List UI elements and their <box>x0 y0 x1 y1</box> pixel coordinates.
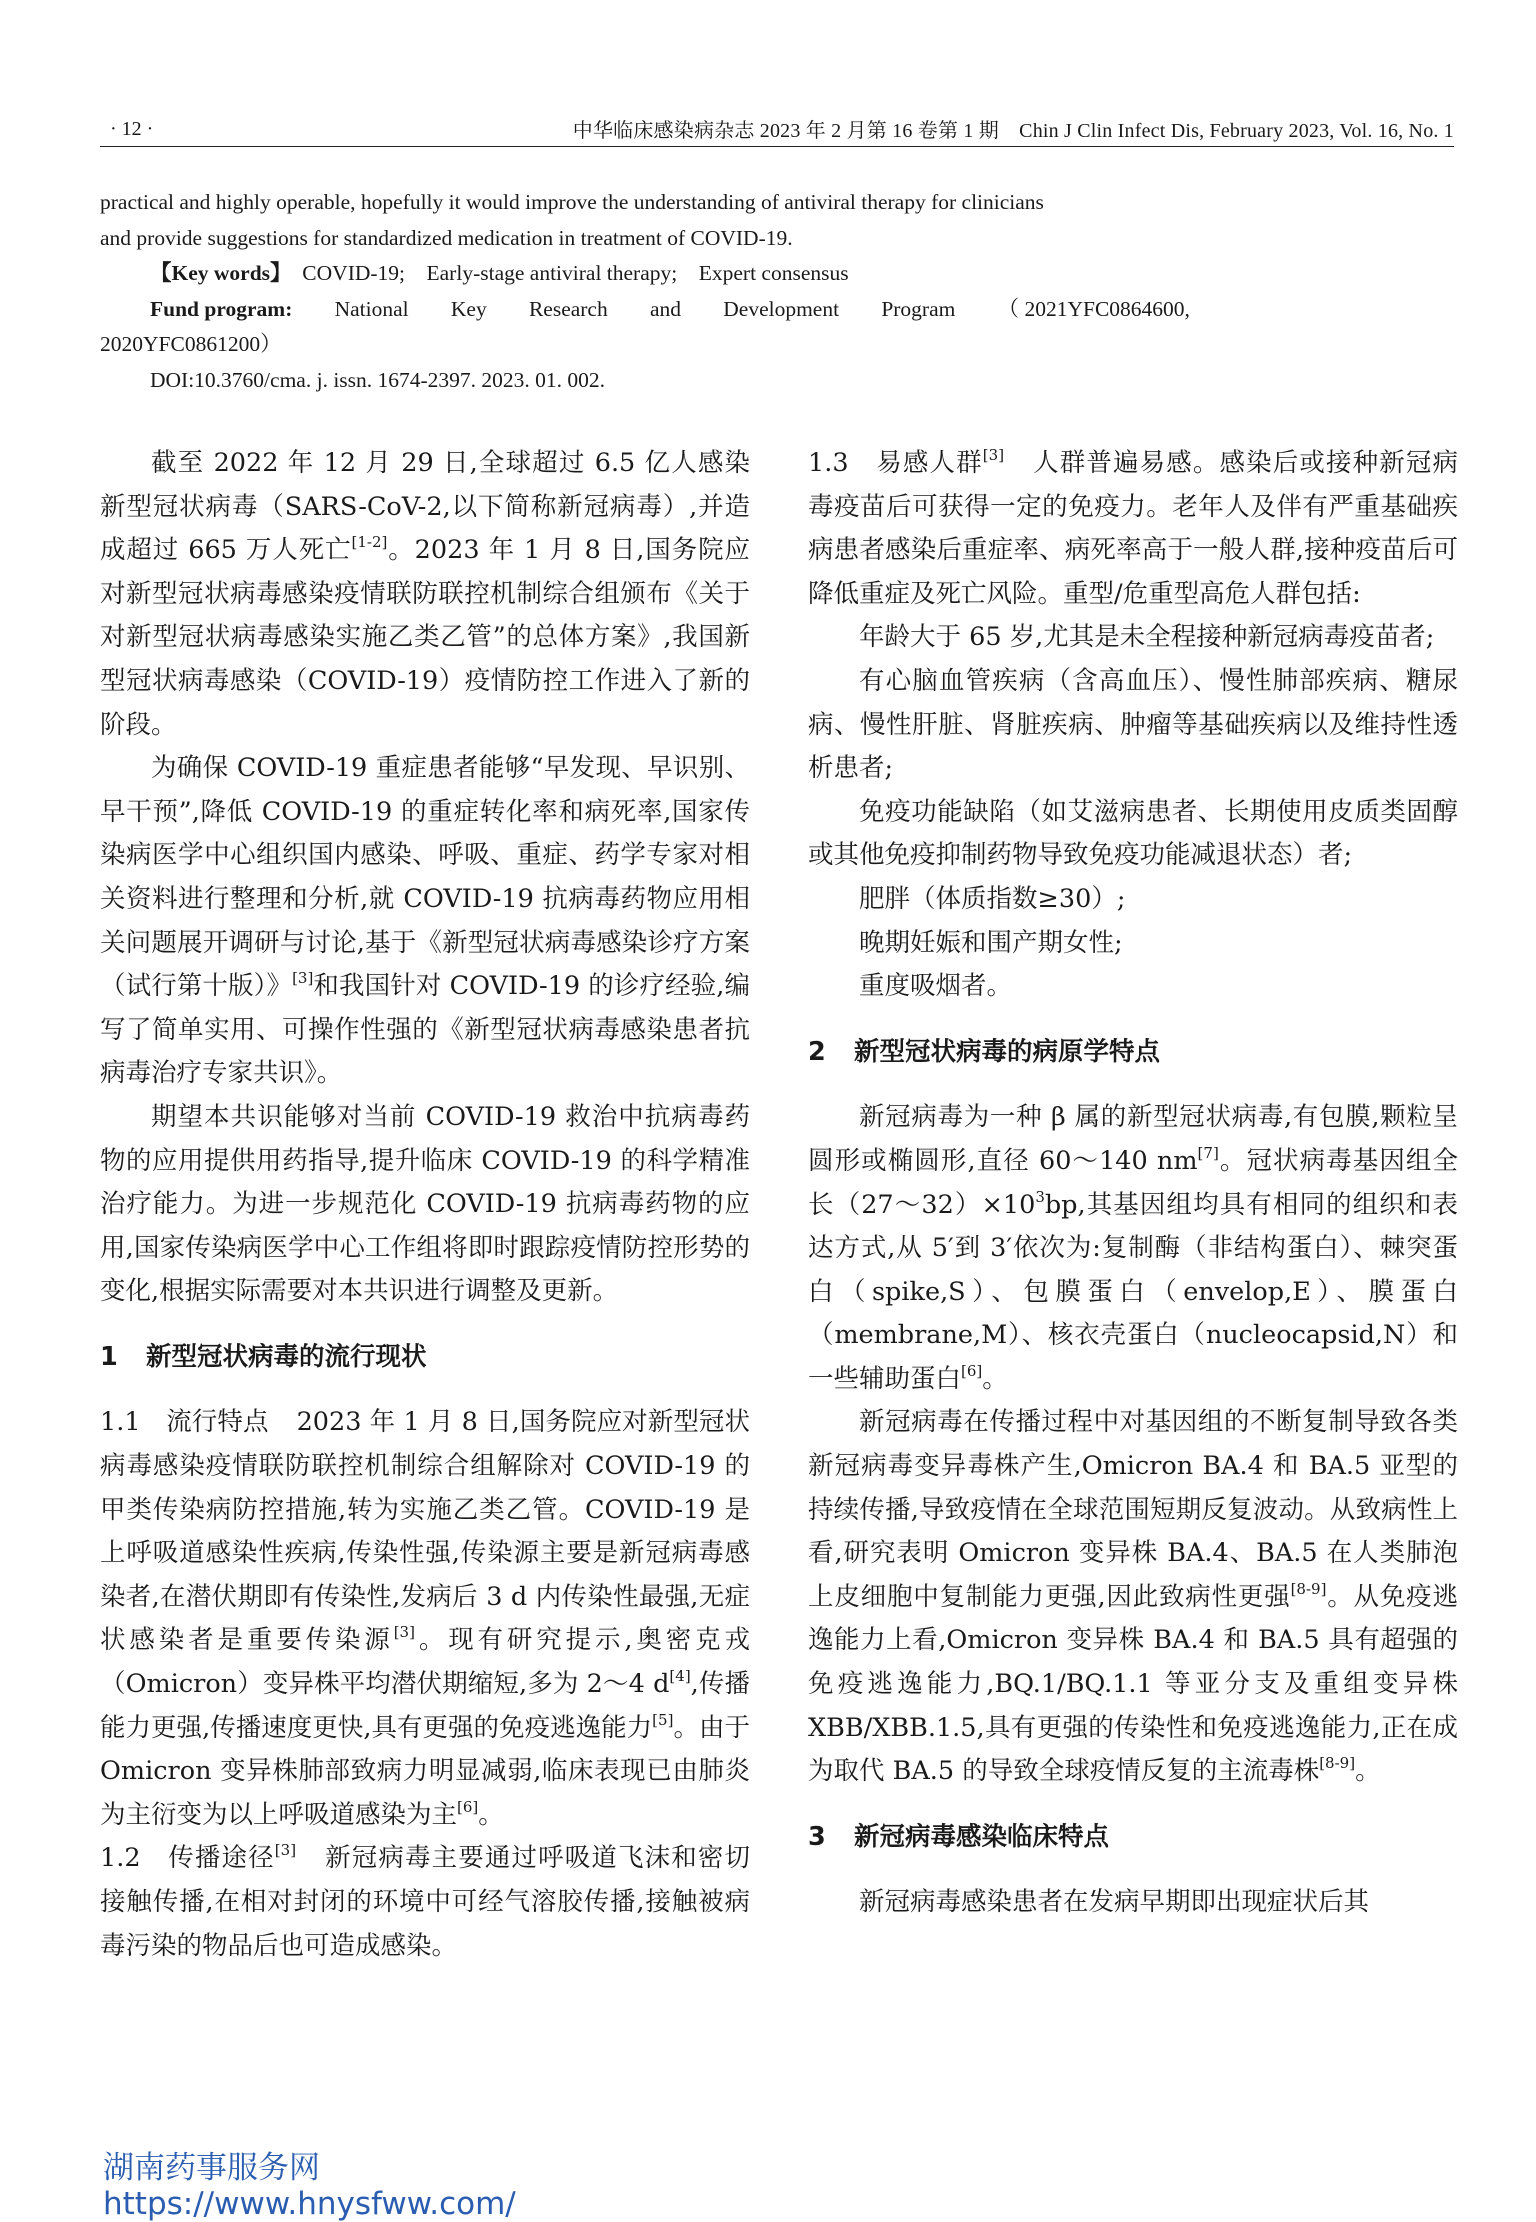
exponent: 3 <box>1035 1187 1045 1206</box>
paragraph: 为确保 COVID-19 重症患者能够“早发现、早识别、早干预”,降低 COVID-19 的重症转化率和病死率,国家传染病医学中心组织国内感染、呼吸、重症、药学专家对相关资料进行整理和分析,就 COVID-19 抗病毒药物应用相关问题展开调研与讨论,基于《新型冠状病毒感染诊疗方案（试行第十版）》[3]和我国针对 COVID-19 的诊疗经验,编写了简单实用、可操作性强的《新型冠状病毒感染患者抗病毒治疗专家共识》。 <box>100 753 750 1089</box>
citation[interactable]: [3] <box>292 968 314 987</box>
citation[interactable]: [3] <box>274 1841 297 1860</box>
english-abstract <box>100 185 1190 398</box>
abstract-line: and provide suggestions for standardized medication in treatment of COVID-19. <box>100 225 793 250</box>
paragraph: 期望本共识能够对当前 COVID-19 救治中抗病毒药物的应用提供用药指导,提升临床 COVID-19 的科学精准治疗能力。为进一步规范化 COVID-19 抗病毒药物的应用,国家传染病医学中心工作组将即时跟踪疫情防控形势的变化,根据实际需要对本共识进行调整及更新。 <box>100 1101 750 1307</box>
page-header <box>100 112 1454 147</box>
paragraph: 新冠病毒为一种 β 属的新型冠状病毒,有包膜,颗粒呈圆形或椭圆形,直径 60～140 nm[7]。冠状病毒基因组全长$(27\sim 32)\times 10^3bp$,其基因组均具有相同的组织和表达方式,从 5′到 3′依次为:复制酶（非结构蛋白）、棘突蛋白（spike,S）、包膜蛋白（envelop,E）、膜蛋白（membrane,M）、核衣壳蛋白（nucleocapsid,N）和一些辅助蛋白[6]。 <box>808 1102 1458 1394</box>
section-heading: 1 新型冠状病毒的流行现状 <box>100 1341 427 1372</box>
left-column <box>100 442 750 1968</box>
subsection-paragraph: 1.3 易感人群[3] 人群普遍易感。感染后或接种新冠病毒疫苗后可获得一定的免疫力。老年人及伴有严重基础疾病患者感染后重症率、病死率高于一般人群,接种疫苗后可降低重症及死亡风险。重型/危重型高危人群包括: <box>808 445 1458 609</box>
citation[interactable]: [4] <box>669 1666 691 1685</box>
fund-word: National <box>334 296 409 321</box>
subsection-heading: 1.2 传播途径 <box>100 1843 275 1874</box>
page-number: · 12 · <box>110 118 154 140</box>
citation[interactable]: [3] <box>982 445 1005 464</box>
section-heading: 3 新冠病毒感染临床特点 <box>808 1821 1110 1852</box>
subsection-paragraph: 1.2 传播途径[3] 新冠病毒主要通过呼吸道飞沫和密切接触传播,在相对封闭的环境中可经气溶胶传播,接触被病毒污染的物品后也可造成感染。 <box>100 1841 750 1961</box>
risk-item: 有心脑血管疾病（含高血压）、慢性肺部疾病、糖尿病、慢性肝脏、肾脏疾病、肿瘤等基础疾病以及维持性透析患者; <box>808 665 1458 784</box>
citation[interactable]: [3] <box>393 1623 415 1642</box>
paragraph: 截至 2022 年 12 月 29 日,全球超过 6.5 亿人感染新型冠状病毒（SARS-CoV-2,以下简称新冠病毒）,并造成超过 665 万人死亡[1-2]。2023 年 1 月 8 日,国务院应对新型冠状病毒感染疫情联防联控机制综合组颁布《关于对新型冠状病毒感染实施乙类乙管”的总体方案》,我国新型冠状病毒感染（COVID-19）疫情防控工作进入了新的阶段。 <box>100 448 750 740</box>
citation[interactable]: [6] <box>961 1361 983 1380</box>
fund-word: Program <box>881 296 956 321</box>
citation[interactable]: [8-9] <box>1290 1579 1327 1598</box>
doi: DOI:10.3760/cma. j. issn. 1674-2397. 2023. 01. 002. <box>150 367 606 392</box>
fund-continued: 2020YFC0861200） <box>100 332 282 356</box>
risk-item: 年龄大于 65 岁,尤其是未全程接种新冠病毒疫苗者; <box>859 622 1435 653</box>
citation[interactable]: [8-9] <box>1319 1753 1356 1772</box>
right-column <box>808 442 1458 1925</box>
fund-word: （ 2021YFC0864600, <box>997 296 1190 321</box>
citation[interactable]: [1-2] <box>351 532 388 551</box>
fund-word: and <box>649 296 682 321</box>
fund-program <box>100 292 1190 328</box>
risk-item: 免疫功能缺陷（如艾滋病患者、长期使用皮质类固醇或其他免疫抑制药物导致免疫功能减退状态）者; <box>808 796 1458 871</box>
risk-item: 肥胖（体质指数≥30）; <box>859 883 1126 914</box>
citation[interactable]: [7] <box>1197 1143 1219 1162</box>
section-heading: 2 新型冠状病毒的病原学特点 <box>808 1036 1161 1067</box>
watermark-url[interactable]: https://www.hnysfww.com/ <box>103 2186 516 2222</box>
fund-word: Key <box>450 296 487 321</box>
fund-label: Fund program: <box>150 296 293 321</box>
subsection-heading: 1.3 易感人群 <box>808 448 983 478</box>
subsection-paragraph: 1.1 流行特点 2023 年 1 月 8 日,国务院应对新型冠状病毒感染疫情联防联控机制综合组解除对 COVID-19 的甲类传染病防控措施,转为实施乙类乙管。COVID-19 是上呼吸道感染性疾病,传染性强,传染源主要是新冠病毒感染者,在潜伏期即有传染性,发病后 3 d 内传染性最强,无症状感染者是重要传染源[3]。现有研究提示,奥密克戎（Omicron）变异株平均潜伏期缩短,多为 2～4 d[4],传播能力更强,传播速度更快,具有更强的免疫逃逸能力[5]。由于 Omicron 变异株肺部致病力明显减弱,临床表现已由肺炎为主衍变为以上呼吸道感染为主[6]。 <box>100 1407 751 1830</box>
watermark-site-name: 湖南药事服务网 <box>103 2150 320 2186</box>
watermark[interactable] <box>103 2150 516 2222</box>
keywords-label: 【Key words】 <box>150 261 292 285</box>
paragraph: 新冠病毒感染患者在发病早期即出现症状后其 <box>859 1887 1370 1918</box>
citation[interactable]: [6] <box>457 1797 479 1816</box>
risk-item: 重度吸烟者。 <box>859 971 1013 1002</box>
risk-item: 晚期妊娠和围产期女性; <box>859 927 1123 958</box>
fund-word: Development <box>723 296 840 321</box>
citation[interactable]: [5] <box>652 1710 674 1729</box>
paragraph: 新冠病毒在传播过程中对基因组的不断复制导致各类新冠病毒变异毒株产生,Omicron BA.4 和 BA.5 亚型的持续传播,导致疫情在全球范围短期反复波动。从致病性上看,研究表明 Omicron 变异株 BA.4、BA.5 在人类肺泡上皮细胞中复制能力更强,因此致病性更强[8-9]。从免疫逃逸能力上看,Omicron 变异株 BA.4 和 BA.5 具有超强的免疫逃逸能力,BQ.1/BQ.1.1 等亚分支及重组变异株 XBB/XBB.1.5,具有更强的传染性和免疫逃逸能力,正在成为取代 BA.5 的导致全球疫情反复的主流毒株[8-9]。 <box>808 1407 1458 1787</box>
keywords <box>100 256 1190 292</box>
abstract-line: practical and highly operable, hopefully it would improve the understanding of antiviral therapy for clinicians <box>100 190 1044 214</box>
fund-word: Research <box>528 296 608 321</box>
subsection-heading: 1.1 流行特点 <box>100 1407 269 1438</box>
running-head: 中华临床感染病杂志 2023 年 2 月第 16 卷第 1 期 Chin J Clin Infect Dis, February 2023, Vol. 16, No. 1 <box>572 120 1454 142</box>
keywords-text: COVID-19; Early-stage antiviral therapy; Expert consensus <box>302 261 849 285</box>
